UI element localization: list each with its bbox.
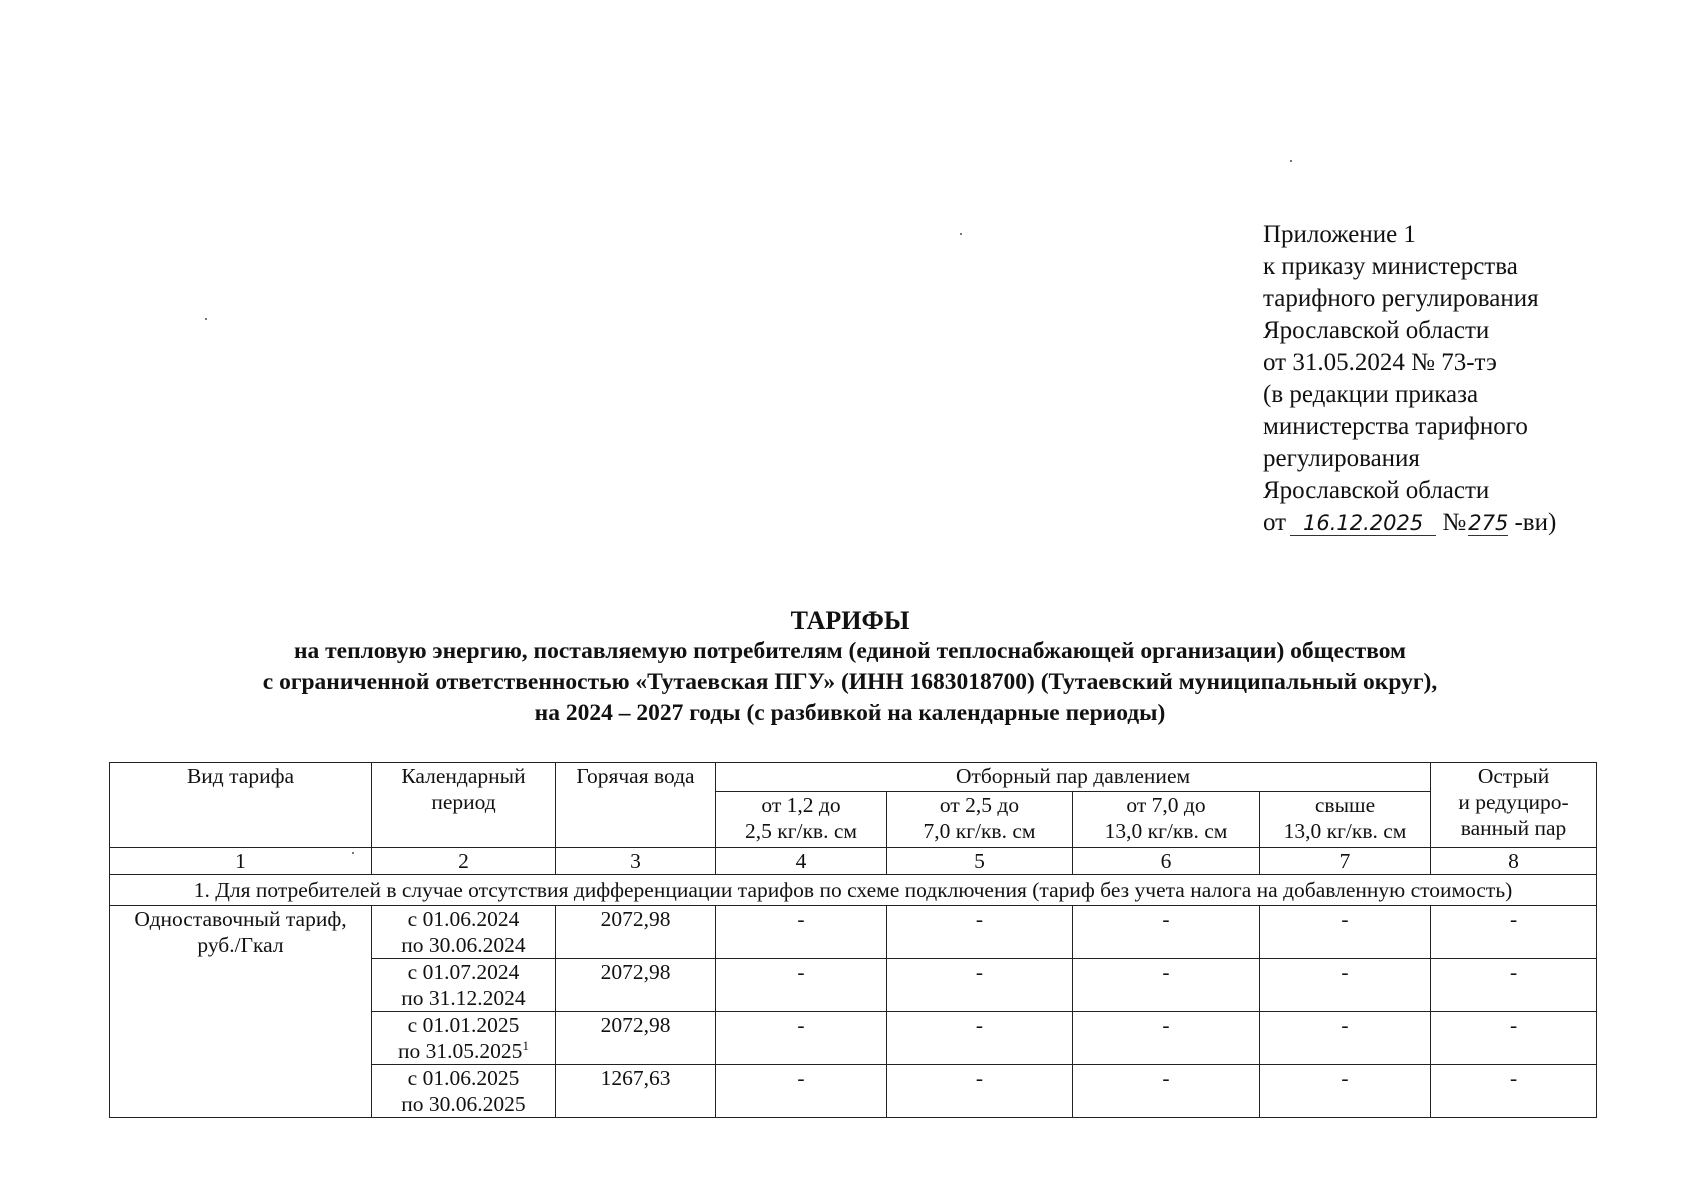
header-tariff-type: Вид тарифа bbox=[110, 763, 372, 848]
amendment-prefix: от bbox=[1263, 509, 1287, 536]
column-number: 8 bbox=[1431, 848, 1597, 875]
header-row bbox=[110, 763, 1597, 792]
handwritten-order-number: 275 bbox=[1468, 511, 1509, 535]
period-to: по 31.12.2024 bbox=[401, 986, 526, 1010]
header-steam-4-line: свыше bbox=[1314, 792, 1376, 817]
appendix-line: от 31.05.2024 № 73-тэ bbox=[1263, 349, 1497, 376]
steam-4-value: - bbox=[1260, 1012, 1431, 1065]
header-sharp-steam-line: ванный пар bbox=[1460, 816, 1567, 840]
appendix-amendment-line bbox=[1263, 507, 1556, 539]
header-hot-water: Горячая вода bbox=[556, 763, 716, 848]
header-steam-4 bbox=[1260, 791, 1431, 847]
steam-3-value: - bbox=[1073, 1012, 1260, 1065]
hot-water-value: 2072,98 bbox=[556, 1012, 716, 1065]
header-steam-1-line: от 1,2 до bbox=[761, 792, 841, 817]
header-steam-3-line: 13,0 кг/кв. см bbox=[1104, 818, 1228, 843]
period-cell bbox=[372, 1012, 556, 1065]
steam-2-value: - bbox=[887, 959, 1073, 1012]
header-period: Календарный период bbox=[372, 763, 556, 848]
column-number: 2 bbox=[372, 848, 556, 875]
column-number: 3 bbox=[556, 848, 716, 875]
hot-water-value: 1267,63 bbox=[556, 1065, 716, 1118]
header-steam-2-line: 7,0 кг/кв. см bbox=[923, 818, 1036, 843]
steam-3-value: - bbox=[1073, 1065, 1260, 1118]
steam-2-value: - bbox=[887, 1065, 1073, 1118]
appendix-line: Ярославской области bbox=[1263, 477, 1490, 504]
period-cell bbox=[372, 1065, 556, 1118]
tariff-table bbox=[109, 762, 1597, 1118]
document-title bbox=[100, 605, 1600, 729]
appendix-line: министерства тарифного bbox=[1263, 413, 1528, 440]
header-steam-3-line: от 7,0 до bbox=[1126, 792, 1206, 817]
appendix-line: к приказу министерства bbox=[1263, 253, 1518, 280]
footnote-mark: 1 bbox=[522, 1037, 529, 1053]
handwritten-date: 16.12.2025 bbox=[1290, 511, 1436, 536]
sharp-steam-value: - bbox=[1431, 959, 1597, 1012]
header-steam: Отборный пар давлением bbox=[716, 763, 1431, 792]
header-steam-3 bbox=[1073, 791, 1260, 847]
period-from: с 01.07.2024 bbox=[407, 960, 520, 984]
appendix-line: Ярославской области bbox=[1263, 317, 1490, 344]
section-title: 1. Для потребителей в случае отсутствия дифференциации тарифов по схеме подключения (тариф без учета налога на добавленную стоимость) bbox=[110, 875, 1597, 906]
period-to: по 31.05.2025 bbox=[398, 1039, 523, 1063]
period-to: по 30.06.2024 bbox=[401, 933, 526, 957]
header-steam-2 bbox=[887, 791, 1073, 847]
header-steam-1-line: 2,5 кг/кв. см bbox=[745, 818, 857, 843]
steam-3-value: - bbox=[1073, 906, 1260, 959]
column-number: 6 bbox=[1073, 848, 1260, 875]
title-line: на тепловую энергию, поставляемую потребителям (единой теплоснабжающей организации) обществом bbox=[293, 638, 1407, 664]
steam-4-value: - bbox=[1260, 906, 1431, 959]
period-from: с 01.06.2025 bbox=[407, 1066, 520, 1090]
tariff-label: Одноставочный тариф, руб./Гкал bbox=[110, 906, 372, 1118]
header-steam-1 bbox=[716, 791, 887, 847]
sharp-steam-value: - bbox=[1431, 1012, 1597, 1065]
steam-1-value: - bbox=[716, 959, 887, 1012]
section-row bbox=[110, 875, 1597, 906]
steam-4-value: - bbox=[1260, 1065, 1431, 1118]
period-to: по 30.06.2025 bbox=[401, 1092, 526, 1116]
column-number: 1 bbox=[110, 848, 372, 875]
header-steam-4-line: 13,0 кг/кв. см bbox=[1283, 818, 1407, 843]
column-number: 4 bbox=[716, 848, 887, 875]
sharp-steam-value: - bbox=[1431, 906, 1597, 959]
column-number: 7 bbox=[1260, 848, 1431, 875]
appendix-line: тарифного регулирования bbox=[1263, 285, 1539, 312]
appendix-line: регулирования bbox=[1263, 445, 1420, 472]
period-cell bbox=[372, 906, 556, 959]
steam-1-value: - bbox=[716, 906, 887, 959]
appendix-line: Приложение 1 bbox=[1263, 221, 1416, 248]
amendment-suffix: -ви) bbox=[1514, 509, 1557, 536]
header-steam-2-line: от 2,5 до bbox=[939, 792, 1020, 817]
period-from: с 01.06.2024 bbox=[407, 907, 520, 931]
title-line: на 2024 – 2027 годы (с разбивкой на календарные периоды) bbox=[534, 700, 1166, 726]
column-number: 5 bbox=[887, 848, 1073, 875]
hot-water-value: 2072,98 bbox=[556, 959, 716, 1012]
steam-1-value: - bbox=[716, 1065, 887, 1118]
header-sharp-steam bbox=[1431, 763, 1597, 848]
number-sign: № bbox=[1442, 509, 1467, 536]
steam-1-value: - bbox=[716, 1012, 887, 1065]
period-to-wrap bbox=[376, 1038, 551, 1064]
column-number-row bbox=[110, 848, 1597, 875]
title-line: с ограниченной ответственностью «Тутаевская ПГУ» (ИНН 1683018700) (Тутаевский муниципальный округ), bbox=[262, 669, 1438, 695]
title-heading: ТАРИФЫ bbox=[790, 606, 910, 635]
period-from: с 01.01.2025 bbox=[407, 1013, 520, 1037]
period-cell bbox=[372, 959, 556, 1012]
appendix-line: (в редакции приказа bbox=[1263, 381, 1479, 408]
header-sharp-steam-line: и редуциро- bbox=[1458, 790, 1569, 814]
sharp-steam-value: - bbox=[1431, 1065, 1597, 1118]
header-sharp-steam-line: Острый bbox=[1477, 764, 1550, 788]
steam-4-value: - bbox=[1260, 959, 1431, 1012]
steam-2-value: - bbox=[887, 906, 1073, 959]
appendix-note bbox=[1263, 219, 1556, 539]
hot-water-value: 2072,98 bbox=[556, 906, 716, 959]
steam-3-value: - bbox=[1073, 959, 1260, 1012]
table-row bbox=[110, 906, 1597, 959]
steam-2-value: - bbox=[887, 1012, 1073, 1065]
